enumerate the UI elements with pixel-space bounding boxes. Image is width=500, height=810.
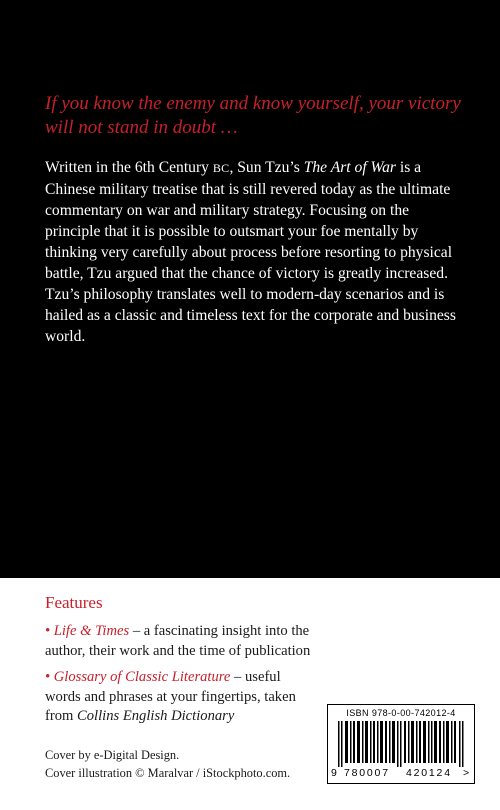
blurb-era: BC <box>212 161 230 175</box>
barcode-bars-icon <box>338 721 464 767</box>
feature-bullet: • <box>45 623 51 639</box>
feature-name: Glossary of Classic Literature <box>53 669 231 685</box>
feature-bullet: • <box>45 669 51 685</box>
isbn-label: ISBN 978-0-00-742012-4 <box>346 708 456 718</box>
barcode-digits-right: 420124 <box>406 767 452 779</box>
tagline-quote: If you know the enemy and know yourself, your victory will not stand in doubt … <box>45 93 461 138</box>
credit-design: Cover by e-Digital Design. <box>45 748 180 762</box>
blurb-text-1: Written in the 6th Century <box>45 159 213 176</box>
isbn-barcode <box>327 704 475 784</box>
cover-credits <box>45 746 290 782</box>
feature-item-life-times <box>45 622 315 661</box>
book-blurb <box>45 157 465 347</box>
blurb-book-title: The Art of War <box>303 159 396 176</box>
feature-source: Collins English Dictionary <box>77 708 235 724</box>
barcode-quiet-mark: > <box>463 767 470 779</box>
feature-name: Life & Times <box>53 623 130 639</box>
barcode-digits-left: 780007 <box>344 767 390 779</box>
blurb-text-3: is a Chinese military treatise that is still revered today as the ultimate commentary on war and military strategy. Focusing on the principle that it is possible to outsmart your foe mentally by thinking very carefully about process before resorting to physical battle, Tzu argued that the chance of victory is greatly increased. Tzu’s philosophy translates well to modern-day scenarios and is hailed as a classic and timeless text for the corporate and business world. <box>45 159 456 345</box>
feature-item-glossary <box>45 668 315 727</box>
credit-illustration: Cover illustration © Maralvar / iStockphoto.com. <box>45 766 291 780</box>
feature-description: – a fascinating insight into the author, their work and the time of publication <box>45 623 311 659</box>
barcode-digit-first: 9 <box>331 767 337 779</box>
features-heading: Features <box>45 593 103 612</box>
blurb-text-2: , Sun Tzu’s <box>229 159 304 176</box>
feature-description: – useful words and phrases at your fingertips, taken from <box>45 669 296 724</box>
